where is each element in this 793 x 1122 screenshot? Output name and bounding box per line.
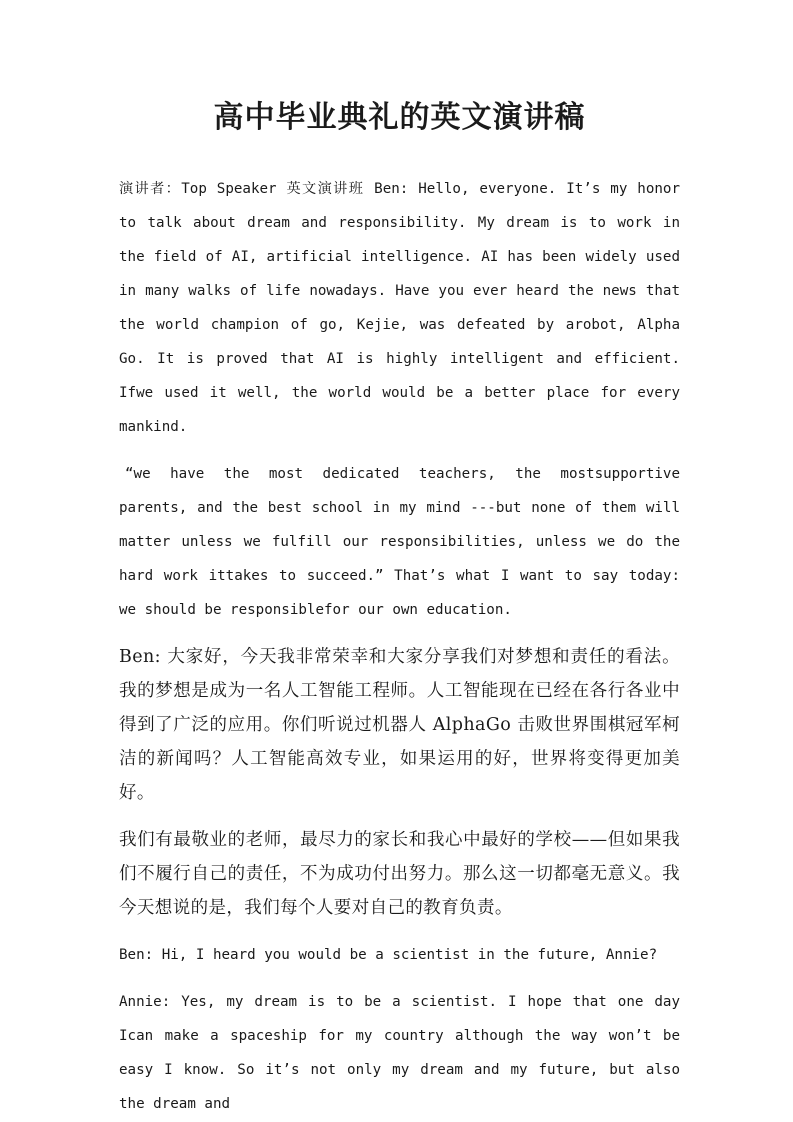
document-title: 高中毕业典礼的英文演讲稿 bbox=[213, 100, 586, 135]
paragraph-quote: “we have the most dedicated teachers, the mostsupportive parents, and the best school in my mind ---but none of them will matter unless we fulfill our responsibilities, unless we do the hard work ittakes to succeed.” That’s what I want to say today: we should be responsiblefor our own education. bbox=[119, 466, 680, 618]
paragraph-chinese-intro: Ben: 大家好，今天我非常荣幸和大家分享我们对梦想和责任的看法。我的梦想是成为一名人工智能工程师。人工智能现在已经在各行各业中得到了广泛的应用。你们听说过机器人 AlphaGo 击败世界围棋冠军柯洁的新闻吗？人工智能高效专业，如果运用的好，世界将变得更加美好。 bbox=[119, 647, 680, 803]
paragraph-chinese-responsibility: 我们有最敬业的老师，最尽力的家长和我心中最好的学校——但如果我们不履行自己的责任，不为成功付出努力。那么这一切都毫无意义。我今天想说的是，我们每个人要对自己的教育负责。 bbox=[119, 830, 680, 918]
paragraph-annie-answer: Annie: Yes, my dream is to be a scientist. I hope that one day Ican make a spaceship for my country although the way won’t be easy I know. So it’s not only my dream and my future, but also the dream and bbox=[119, 994, 680, 1112]
paragraph-ben-question: Ben: Hi, I heard you would be a scientist in the future, Annie? bbox=[119, 947, 658, 963]
paragraph-intro: 演讲者：Top Speaker 英文演讲班 Ben: Hello, everyone. It’s my honor to talk about dream and responsibility. My dream is to work in the field of AI, artificial intelligence. AI has been widely used in many walks of life nowadays. Have you ever heard the news that the world champion of go, Kejie, was defeated by arobot, Alpha Go. It is proved that AI is highly intelligent and efficient. Ifwe used it well, the world would be a better place for every mankind. bbox=[119, 181, 680, 435]
